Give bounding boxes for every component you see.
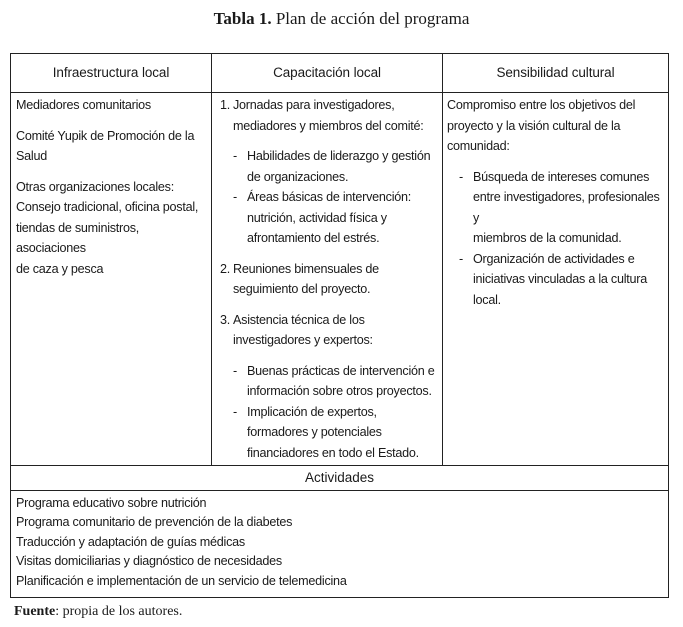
infra-item-comite-line1: Comité Yupik de Promoción de la xyxy=(16,128,195,143)
capacitacion-cell xyxy=(220,95,440,463)
dash-marker: - xyxy=(233,363,237,378)
activity-item: Visitas domiciliarias y diagnóstico de necesidades xyxy=(16,554,282,569)
column-divider-2 xyxy=(442,54,443,465)
activity-item: Traducción y adaptación de guías médicas xyxy=(16,534,245,549)
column-header-infraestructura: Infraestructura local xyxy=(52,65,170,80)
infra-item-otras-line2: Consejo tradicional, oficina postal, xyxy=(16,200,199,214)
dash-marker: - xyxy=(459,251,463,266)
sub-line: iniciativas vinculadas a la cultura xyxy=(473,272,647,286)
capac-item-1-line2: mediadores y miembros del comité: xyxy=(233,118,424,133)
sub-line: Buenas prácticas de intervención e xyxy=(247,363,435,378)
source-note xyxy=(14,603,182,621)
capac-item-3-sub-2 xyxy=(220,402,440,464)
sub-line: afrontamiento del estrés. xyxy=(247,231,380,245)
capac-item-3-line1: Asistencia técnica de los xyxy=(233,312,365,327)
dash-marker: - xyxy=(233,149,237,163)
activity-item: Programa comunitario de prevención de la diabetes xyxy=(16,515,293,530)
caption-title: Plan de acción del programa xyxy=(275,9,470,28)
sub-line: Búsqueda de intereses comunes xyxy=(473,169,650,184)
activities-header: Actividades xyxy=(304,470,375,485)
sensib-line1: Compromiso entre los objetivos del xyxy=(447,98,636,112)
sub-line: información sobre otros proyectos. xyxy=(247,384,432,398)
list-number: 2. xyxy=(220,261,231,276)
infra-item-otras-line1: Otras organizaciones locales: xyxy=(16,179,174,194)
dash-marker: - xyxy=(233,404,237,419)
sensib-sub-1 xyxy=(447,167,667,249)
sensib-line3: comunidad: xyxy=(447,139,510,153)
sub-line: Organización de actividades e xyxy=(473,251,635,266)
sub-line: de organizaciones. xyxy=(247,169,349,184)
sub-line: financiadores en todo el Estado. xyxy=(247,445,419,460)
capac-item-1 xyxy=(220,95,440,136)
list-number: 1. xyxy=(220,98,231,112)
sensib-line2: proyecto y la visión cultural de la xyxy=(447,118,621,133)
infra-item-otras-line3: tiendas de suministros, asociaciones xyxy=(16,220,140,255)
sub-line: nutrición, actividad física y xyxy=(247,210,387,225)
header-divider xyxy=(11,92,668,93)
sub-line: entre investigadores, profesionales y xyxy=(473,190,660,225)
infra-item-comite-line2: Salud xyxy=(16,149,47,163)
capac-item-2-line2: seguimiento del proyecto. xyxy=(233,282,371,296)
dash-marker: - xyxy=(233,190,237,204)
sub-line: formadores y potenciales xyxy=(247,425,382,439)
source-text: : propia de los autores. xyxy=(55,604,183,619)
activity-item: Programa educativo sobre nutrición xyxy=(16,496,207,510)
source-label: Fuente xyxy=(14,604,56,619)
sensib-sub-2 xyxy=(447,249,667,311)
sensibilidad-cell xyxy=(447,95,667,310)
sub-line: Áreas básicas de intervención: xyxy=(247,190,412,204)
table-caption xyxy=(0,9,683,29)
activities-list xyxy=(16,494,347,591)
capac-item-1-sub-2 xyxy=(220,187,440,249)
capac-item-1-sub-1 xyxy=(220,146,440,187)
capac-item-3-sub-1 xyxy=(220,361,440,402)
capac-item-3 xyxy=(220,310,440,351)
action-plan-table xyxy=(10,53,669,598)
column-divider-1 xyxy=(211,54,212,465)
sub-line: miembros de la comunidad. xyxy=(473,231,622,245)
sub-line: local. xyxy=(473,292,501,307)
activity-item: Planificación e implementación de un servicio de telemedicina xyxy=(16,573,347,588)
capac-item-1-line1: Jornadas para investigadores, xyxy=(233,98,395,112)
infra-item-mediadores: Mediadores comunitarios xyxy=(16,98,151,112)
infraestructura-cell xyxy=(16,95,208,279)
list-number: 3. xyxy=(220,312,231,327)
sub-line: Habilidades de liderazgo y gestión xyxy=(247,149,431,163)
sub-line: Implicación de expertos, xyxy=(247,404,377,419)
capac-item-2 xyxy=(220,259,440,300)
caption-label: Tabla 1. xyxy=(213,9,272,28)
activities-header-divider xyxy=(11,490,668,491)
capac-item-2-line1: Reuniones bimensuales de xyxy=(233,261,379,276)
dash-marker: - xyxy=(459,169,463,184)
capac-item-3-line2: investigadores y expertos: xyxy=(233,333,373,347)
column-header-capacitacion: Capacitación local xyxy=(273,65,381,80)
infra-item-otras-line4: de caza y pesca xyxy=(16,261,104,276)
column-header-sensibilidad: Sensibilidad cultural xyxy=(496,65,615,80)
